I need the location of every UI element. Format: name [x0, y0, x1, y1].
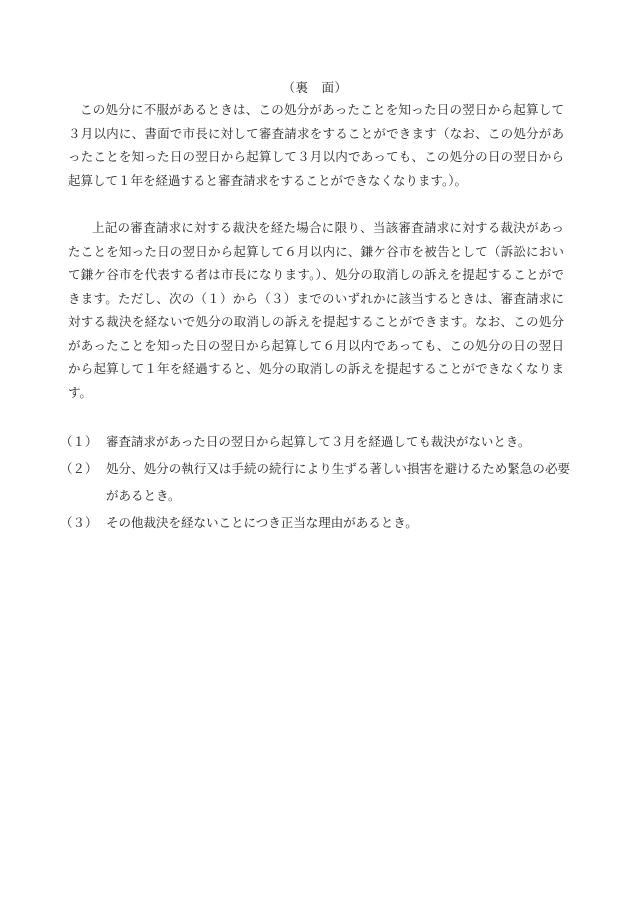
list-item-text: 審査請求があった日の翌日から起算して３月を経過しても裁決がないとき。 — [106, 434, 531, 449]
document-title: （裏 面） — [282, 80, 348, 95]
list-item-text: その他裁決を経ないことにつき正当な理由があるとき。 — [106, 515, 418, 530]
list-item-number: （３） — [60, 515, 98, 530]
list-item-text: 処分、処分の執行又は手続の続行により生ずる著しい損害を避けるため緊急の必要があるとき。 — [106, 461, 570, 503]
list-item-number: （１） — [60, 434, 98, 449]
paragraph-lawsuit: 上記の審査請求に対する裁決を経た場合に限り、当該審査請求に対する裁決があったことを知った日の翌日から起算して６月以内に、鎌ケ谷市を被告として（訴訟において鎌ケ谷市を代表する者は市長になります。）、処分の取消しの訴えを提起することができます。ただし、次の（１）から（３）までのいずれかに該当するときは、審査請求に対する裁決を経ないで処分の取消しの訴えを提起することができます。なお、この処分があったことを知った日の翌日から起算して６月以内であっても、この処分の日の翌日から起算して１年を経過すると、処分の取消しの訴えを提起することができなくなります。 — [68, 220, 564, 400]
paragraph-appeal-review: この処分に不服があるときは、この処分があったことを知った日の翌日から起算して３月以内に、書面で市長に対して審査請求をすることができます（なお、この処分があったことを知った日の翌日から起算して３月以内であっても、この処分の日の翌日から起算して１年を経過すると審査請求をすることができなくなります。）。 — [68, 102, 564, 188]
list-item-number: （２） — [60, 461, 98, 476]
